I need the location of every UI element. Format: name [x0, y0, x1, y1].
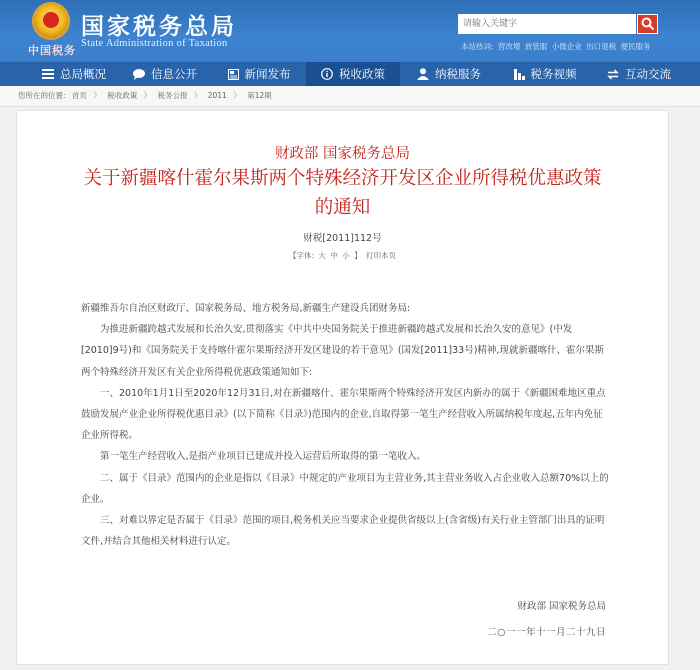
search-button[interactable]: [637, 14, 658, 34]
nav-item-tax-policy[interactable]: [306, 62, 400, 86]
doc-tools: [17, 250, 668, 261]
doc-paragraph: 三、对难以界定是否属于《目录》范围的项目,税务机关应当要求企业提供省级以上(含省级)有关行业主管部门出具的证明文件,并结合其他相关材料进行认定。: [81, 515, 605, 548]
doc-paragraph: 二、属于《目录》范围内的企业是指以《目录》中规定的产业项目为主营业务,其主营业务收入占企业收入总额70%以上的企业。: [81, 472, 609, 505]
nav-item-overview[interactable]: [30, 62, 118, 86]
doc-paragraph: 第一笔生产经营收入,是指产业项目已建成并投入运营后所取得的第一笔收入。: [100, 451, 427, 463]
person-icon: [417, 68, 429, 80]
doc-title: [57, 164, 628, 222]
hot-words-label: 本站热词:: [461, 42, 494, 51]
nav-item-label: 信息公开: [151, 67, 197, 81]
nav-item-label: 新闻发布: [244, 67, 291, 81]
breadcrumb-link[interactable]: 首页: [71, 91, 87, 100]
hot-word-link[interactable]: 营改增: [497, 42, 521, 51]
main-nav: [0, 62, 700, 86]
nav-item-taxpayer-service[interactable]: [400, 62, 498, 86]
breadcrumb-separator: 》: [93, 91, 101, 100]
news-icon: [228, 69, 239, 80]
nav-item-label: 税收政策: [339, 67, 385, 81]
exchange-icon: [607, 69, 619, 80]
font-size-close: 】: [354, 251, 362, 260]
nav-item-info-disclosure[interactable]: [118, 62, 212, 86]
speech-bubble-icon: [133, 69, 145, 80]
hot-word-link[interactable]: 放管服: [524, 42, 548, 51]
doc-date: 二○一一年十一月二十九日: [487, 627, 606, 638]
breadcrumb-prefix: 您所在的位置:: [18, 91, 66, 100]
bar-chart-icon: [514, 69, 525, 80]
nav-item-news[interactable]: [212, 62, 306, 86]
doc-paragraph: 新疆维吾尔自治区财政厅、国家税务局、地方税务局,新疆生产建设兵团财务局:: [81, 303, 411, 314]
doc-title-line: 关于新疆喀什霍尔果斯两个特殊经济开发区企业所得税优惠政策: [83, 168, 602, 189]
search-input[interactable]: [458, 14, 636, 34]
seal-text: 中国税务: [28, 44, 76, 57]
font-size-label: 【字体:: [289, 251, 315, 260]
doc-body: [81, 298, 609, 552]
nav-item-label: 总局概况: [60, 67, 106, 81]
font-large-link[interactable]: 大: [318, 251, 326, 260]
breadcrumb-link[interactable]: 税收政策: [107, 91, 138, 100]
breadcrumb-separator: 》: [143, 91, 152, 100]
nav-item-tax-video[interactable]: [498, 62, 592, 86]
doc-paragraph: 一、2010年1月1日至2020年12月31日,对在新疆喀什、霍尔果斯两个特殊经济开发区内新办的属于《新疆困难地区重点鼓励发展产业企业所得税优惠目录》(以下简称《目录》)范围内的企业,自取得第一笔生产经营收入所属纳税年度起,五年内免征企业所得税。: [81, 387, 606, 442]
breadcrumb-link[interactable]: 第12期: [247, 91, 272, 100]
menu-icon: [42, 69, 54, 79]
hot-word-link[interactable]: 便民服务: [620, 42, 651, 51]
site-title[interactable]: 国家税务总局: [81, 14, 237, 40]
doc-signature: 财政部 国家税务总局: [517, 601, 606, 612]
site-header: [0, 0, 700, 62]
breadcrumb-separator: 》: [193, 91, 202, 100]
breadcrumb: [0, 86, 700, 107]
breadcrumb-separator: 》: [233, 91, 241, 100]
font-medium-link[interactable]: 中: [330, 251, 338, 260]
doc-paragraph: 为推进新疆跨越式发展和长治久安,贯彻落实《中共中央国务院关于推进新疆跨越式发展和长治久安的意见》(中发[2010]9号)和《国务院关于支持喀什霍尔果斯经济开发区建设的若干意见》(国发[2011]33号)精神,现就新疆喀什、霍尔果斯两个特殊经济开发区有关企业所得税优惠政策通知如下:: [81, 324, 604, 378]
info-icon: [321, 68, 333, 80]
hot-word-link[interactable]: 出口退税: [586, 42, 617, 51]
nav-item-interaction[interactable]: [592, 62, 686, 86]
print-link[interactable]: 打印本页: [365, 251, 396, 260]
breadcrumb-link[interactable]: 2011: [207, 91, 227, 100]
hot-words: [461, 41, 652, 52]
nav-item-label: 互动交流: [625, 67, 671, 81]
doc-number: 财税[2011]112号: [303, 233, 382, 244]
national-emblem-icon: [32, 2, 70, 40]
doc-title-line: 的通知: [314, 197, 371, 218]
search-icon: [641, 17, 655, 31]
nav-item-label: 纳税服务: [435, 67, 481, 81]
doc-issuer: 财政部 国家税务总局: [274, 146, 411, 162]
breadcrumb-link[interactable]: 税务公报: [157, 91, 188, 100]
hot-word-link[interactable]: 小微企业: [551, 42, 582, 51]
nav-item-label: 税务视频: [530, 67, 577, 81]
document-panel: [16, 110, 669, 665]
site-subtitle: State Administration of Taxation: [81, 38, 228, 49]
font-small-link[interactable]: 小: [342, 251, 350, 260]
